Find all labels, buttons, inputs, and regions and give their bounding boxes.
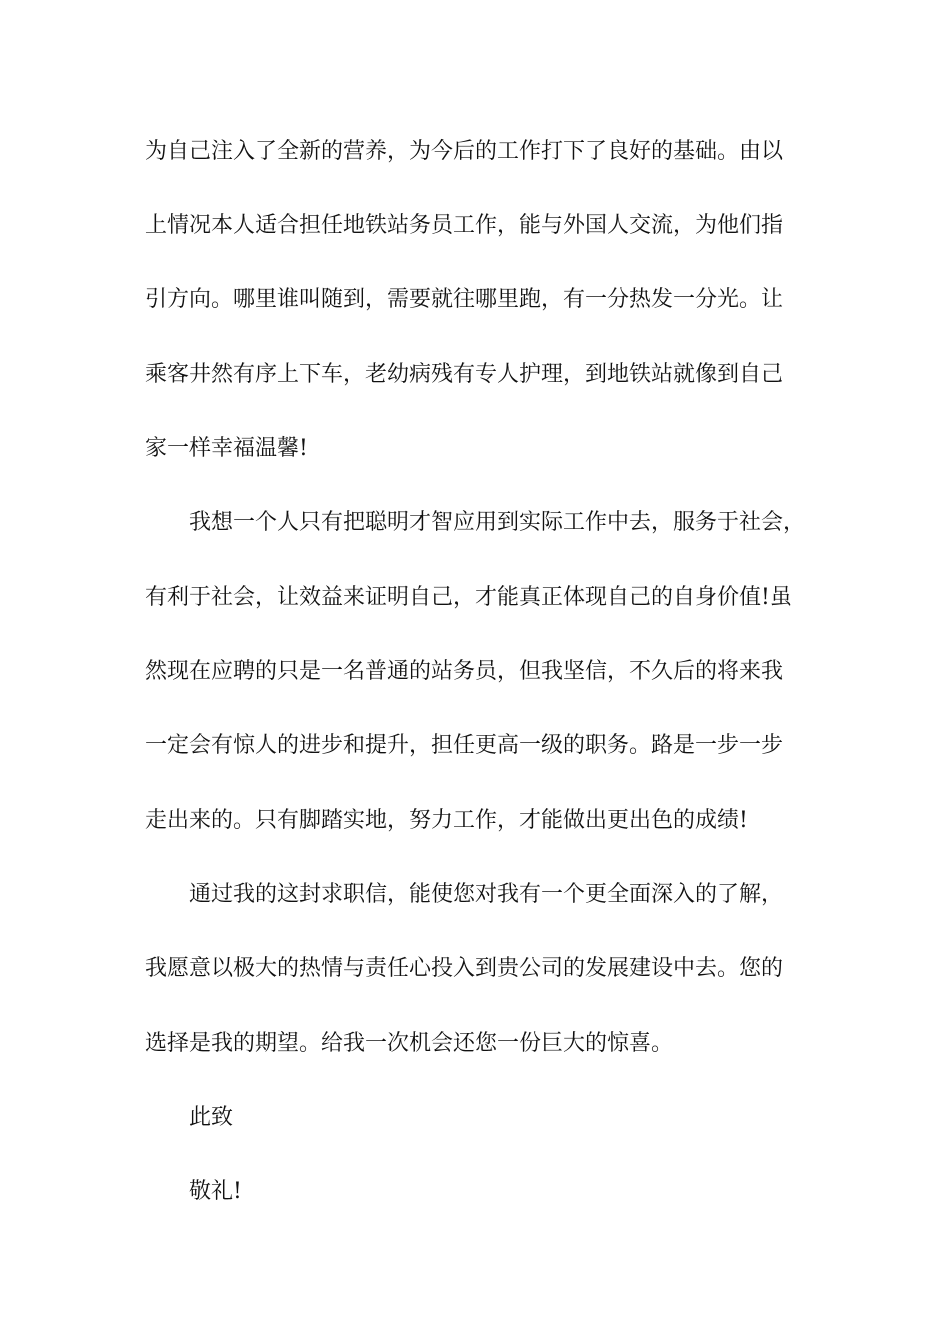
closing-salutation: 此致 bbox=[189, 1105, 234, 1130]
body-text-line: 我愿意以极大的热情与责任心投入到贵公司的发展建设中去。您的 bbox=[145, 956, 784, 981]
body-text-line: 家一样幸福温馨! bbox=[145, 436, 308, 461]
body-text-line: 有利于社会，让效益来证明自己，才能真正体现自己的自身价值!虽 bbox=[145, 585, 792, 610]
paragraph-first-line: 通过我的这封求职信，能使您对我有一个更全面深入的了解， bbox=[189, 882, 784, 907]
body-text-line: 走出来的。只有脚踏实地，努力工作，才能做出更出色的成绩! bbox=[145, 808, 748, 833]
closing-regards: 敬礼! bbox=[189, 1179, 242, 1204]
body-text-line: 一定会有惊人的进步和提升，担任更高一级的职务。路是一步一步 bbox=[145, 733, 784, 758]
body-text-line: 上情况本人适合担任地铁站务员工作，能与外国人交流，为他们指 bbox=[145, 213, 784, 238]
body-text-line: 引方向。哪里谁叫随到，需要就往哪里跑，有一分热发一分光。让 bbox=[145, 287, 784, 312]
body-text-line: 乘客井然有序上下车，老幼病残有专人护理，到地铁站就像到自己 bbox=[145, 362, 784, 387]
body-text-line: 然现在应聘的只是一名普通的站务员，但我坚信，不久后的将来我 bbox=[145, 659, 784, 684]
body-text-line: 选择是我的期望。给我一次机会还您一份巨大的惊喜。 bbox=[145, 1031, 674, 1056]
body-text-line: 为自己注入了全新的营养，为今后的工作打下了良好的基础。由以 bbox=[145, 139, 784, 164]
paragraph-first-line: 我想一个人只有把聪明才智应用到实际工作中去，服务于社会， bbox=[189, 510, 806, 535]
